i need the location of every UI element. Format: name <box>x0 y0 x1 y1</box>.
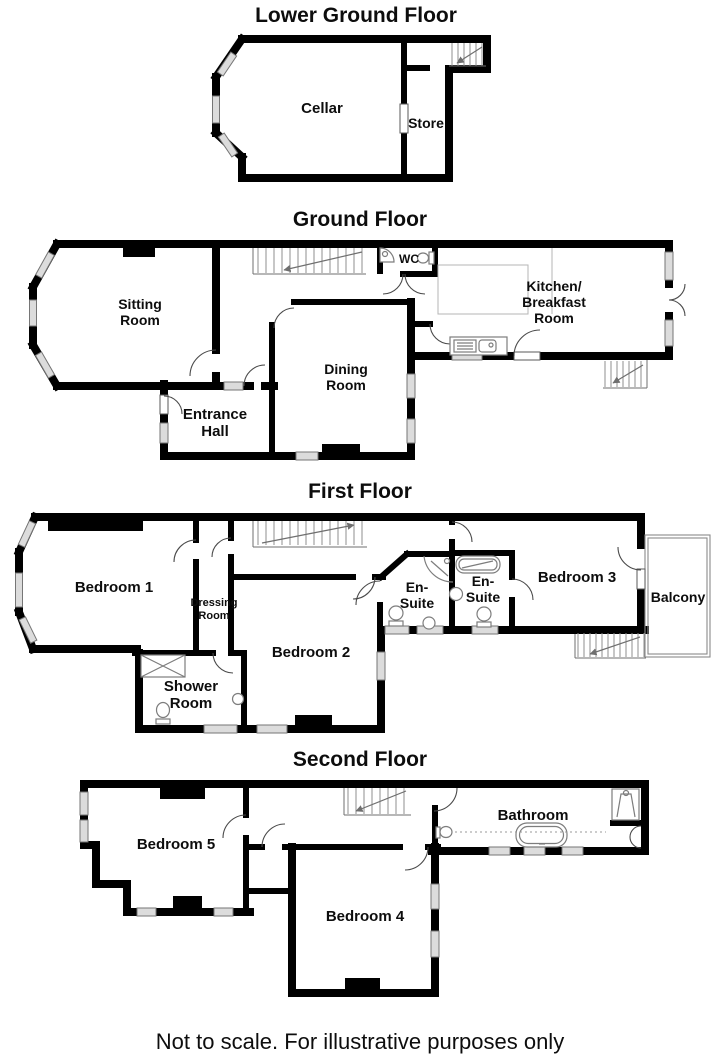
room-label-dressing-2: Room <box>198 610 230 622</box>
room-label-bathroom: Bathroom <box>497 807 569 824</box>
corner-shower-icon <box>424 556 453 582</box>
disclaimer-text: Not to scale. For illustrative purposes only <box>155 1029 565 1054</box>
room-label-cellar: Cellar <box>301 100 343 117</box>
room-label-dining-1: Dining <box>324 361 368 377</box>
staircase-icon <box>253 521 367 547</box>
basin-icon <box>423 617 435 629</box>
chimney-breast <box>295 715 332 729</box>
floor-first <box>16 480 711 733</box>
floor-title-second: Second Floor <box>292 748 428 771</box>
exterior-walls <box>19 517 645 729</box>
staircase-icon <box>344 788 411 815</box>
room-label-ensuite2-1: En- <box>471 573 495 589</box>
room-label-dressing-1: Dressing <box>190 597 238 609</box>
external-steps-icon <box>575 633 646 658</box>
room-label-bedroom3: Bedroom 3 <box>537 569 617 586</box>
room-label-dining-2: Room <box>326 377 366 393</box>
exterior-walls <box>33 244 669 456</box>
sink-unit-icon <box>450 337 507 355</box>
bath-icon <box>516 823 567 847</box>
staircase-icon <box>449 43 486 66</box>
door-swings <box>164 274 685 414</box>
room-label-hall-1: Entrance <box>182 406 248 423</box>
chimney-breast <box>173 896 202 912</box>
wc-toilet-icon <box>418 252 435 264</box>
shower-cubicle-icon <box>612 789 639 820</box>
external-steps-icon <box>603 360 647 388</box>
floor-title-ground: Ground Floor <box>292 208 428 231</box>
room-label-balcony: Balcony <box>650 589 706 605</box>
balcony-door <box>637 569 645 589</box>
room-label-shower-2: Room <box>169 695 213 712</box>
room-label-bedroom2: Bedroom 2 <box>271 644 351 661</box>
chimney-breast <box>160 780 205 799</box>
front-door <box>160 395 168 414</box>
shower-tray-icon <box>141 655 185 677</box>
room-label-kitchen-3: Room <box>534 310 574 326</box>
room-label-ensuite2-2: Suite <box>465 589 501 605</box>
bay-windows <box>213 52 238 157</box>
wc-sink-icon <box>380 248 394 262</box>
room-label-bedroom5: Bedroom 5 <box>136 836 216 853</box>
chimney-breast <box>322 444 360 456</box>
room-label-kitchen-1: Kitchen/ <box>526 278 582 294</box>
room-label-shower-1: Shower <box>163 678 219 695</box>
room-label-sitting-1: Sitting <box>118 296 162 312</box>
store-door <box>400 104 408 133</box>
floor-second <box>80 748 645 993</box>
basin-icon <box>233 694 244 705</box>
chimney-breast <box>48 517 143 531</box>
exterior-walls <box>216 39 487 178</box>
room-label-kitchen-2: Breakfast <box>522 294 586 310</box>
room-label-bedroom4: Bedroom 4 <box>325 908 405 925</box>
room-label-ensuite1-2: Suite <box>399 595 435 611</box>
room-label-hall-2: Hall <box>201 423 229 440</box>
toilet-icon <box>436 827 452 839</box>
floor-title-first: First Floor <box>308 480 412 503</box>
chimney-breast <box>345 978 380 993</box>
toilet-icon <box>477 607 491 627</box>
room-label-store: Store <box>408 115 444 131</box>
staircase-icon <box>253 248 366 274</box>
floor-lower-ground <box>213 4 488 178</box>
floor-ground <box>30 208 686 460</box>
toilet-icon <box>156 703 170 725</box>
room-label-ensuite1-1: En- <box>405 579 429 595</box>
kitchen-door <box>514 352 540 360</box>
room-label-bedroom1: Bedroom 1 <box>74 579 154 596</box>
bath-icon <box>456 556 500 573</box>
room-label-sitting-2: Room <box>120 312 160 328</box>
basin-icon <box>450 588 463 601</box>
room-label-wc: WC <box>399 252 419 266</box>
floor-title-lower-ground: Lower Ground Floor <box>255 4 457 27</box>
chimney-breast <box>123 244 155 257</box>
